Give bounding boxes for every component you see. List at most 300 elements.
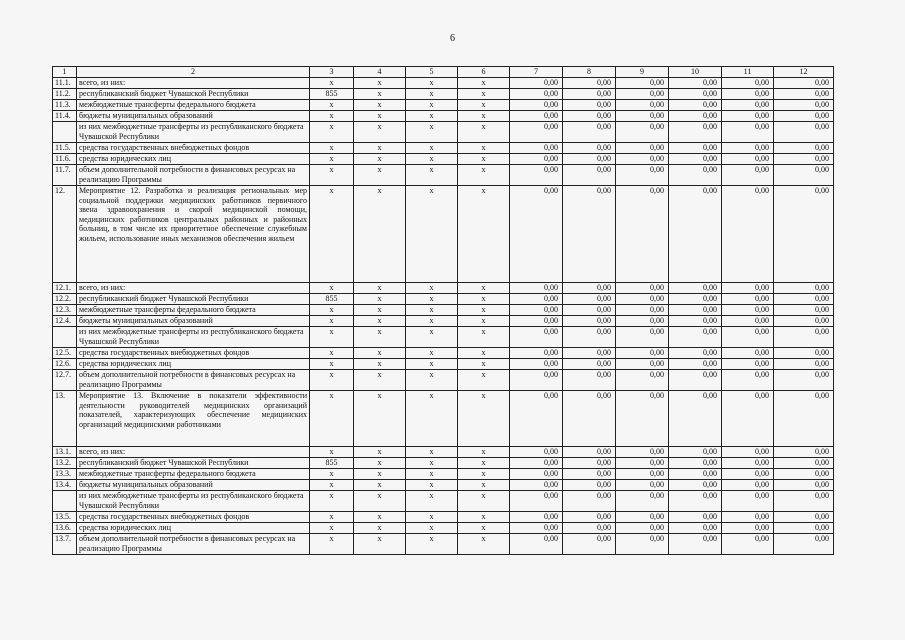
cell-amount: 0,00 (669, 165, 722, 186)
cell-amount: 0,00 (563, 78, 616, 89)
cell-mark: x (406, 283, 458, 294)
cell-amount: 0,00 (669, 469, 722, 480)
cell-code: x (310, 283, 354, 294)
cell-amount: 0,00 (722, 122, 774, 143)
cell-mark: x (354, 359, 406, 370)
row-number (53, 327, 77, 348)
cell-amount: 0,00 (722, 359, 774, 370)
cell-amount: 0,00 (669, 491, 722, 512)
cell-amount: 0,00 (774, 111, 834, 122)
row-description: всего, из них: (77, 78, 310, 89)
cell-code: x (310, 122, 354, 143)
cell-code: x (310, 111, 354, 122)
cell-mark: x (458, 359, 510, 370)
cell-code: x (310, 305, 354, 316)
cell-mark: x (458, 491, 510, 512)
col-header: 6 (458, 67, 510, 78)
cell-amount: 0,00 (774, 447, 834, 458)
cell-mark: x (406, 469, 458, 480)
table-row (53, 78, 834, 89)
cell-amount: 0,00 (774, 294, 834, 305)
cell-amount: 0,00 (616, 100, 669, 111)
cell-mark: x (458, 469, 510, 480)
row-number: 13.5. (53, 512, 77, 523)
cell-amount: 0,00 (669, 348, 722, 359)
cell-amount: 0,00 (722, 100, 774, 111)
cell-amount: 0,00 (510, 458, 563, 469)
cell-amount: 0,00 (722, 512, 774, 523)
cell-amount: 0,00 (616, 391, 669, 447)
cell-mark: x (458, 316, 510, 327)
row-description: объем дополнительной потребности в финансовых ресурсах на реализацию Программы (77, 165, 310, 186)
col-header: 3 (310, 67, 354, 78)
cell-amount: 0,00 (774, 89, 834, 100)
cell-amount: 0,00 (774, 283, 834, 294)
row-description: бюджеты муниципальных образований (77, 316, 310, 327)
cell-mark: x (406, 143, 458, 154)
cell-amount: 0,00 (669, 122, 722, 143)
cell-mark: x (406, 523, 458, 534)
table-row (53, 370, 834, 391)
cell-amount: 0,00 (616, 370, 669, 391)
cell-amount: 0,00 (510, 348, 563, 359)
cell-amount: 0,00 (510, 154, 563, 165)
cell-amount: 0,00 (510, 359, 563, 370)
row-number: 13. (53, 391, 77, 447)
row-description: средства юридических лиц (77, 359, 310, 370)
table-row (53, 89, 834, 100)
cell-amount: 0,00 (616, 447, 669, 458)
table-row (53, 512, 834, 523)
cell-code: x (310, 154, 354, 165)
cell-amount: 0,00 (722, 186, 774, 283)
row-description: всего, из них: (77, 447, 310, 458)
cell-amount: 0,00 (616, 78, 669, 89)
cell-amount: 0,00 (669, 359, 722, 370)
table-row (53, 100, 834, 111)
row-description: средства государственных внебюджетных фондов (77, 512, 310, 523)
row-description: из них межбюджетные трансферты из республиканского бюджета Чувашской Республики (77, 491, 310, 512)
cell-mark: x (406, 111, 458, 122)
cell-amount: 0,00 (563, 283, 616, 294)
cell-mark: x (406, 100, 458, 111)
row-description: объем дополнительной потребности в финансовых ресурсах на реализацию Программы (77, 370, 310, 391)
row-description: республиканский бюджет Чувашской Республики (77, 458, 310, 469)
table-row (53, 480, 834, 491)
table-row (53, 154, 834, 165)
row-description: средства юридических лиц (77, 523, 310, 534)
cell-amount: 0,00 (669, 458, 722, 469)
table-row (53, 491, 834, 512)
cell-code: 855 (310, 89, 354, 100)
row-number: 12.7. (53, 370, 77, 391)
cell-mark: x (406, 491, 458, 512)
cell-amount: 0,00 (669, 78, 722, 89)
cell-amount: 0,00 (669, 327, 722, 348)
row-number: 11.2. (53, 89, 77, 100)
cell-mark: x (354, 186, 406, 283)
cell-mark: x (354, 294, 406, 305)
cell-amount: 0,00 (616, 305, 669, 316)
cell-amount: 0,00 (563, 447, 616, 458)
row-number: 13.6. (53, 523, 77, 534)
cell-amount: 0,00 (774, 359, 834, 370)
cell-mark: x (354, 512, 406, 523)
cell-amount: 0,00 (669, 316, 722, 327)
cell-amount: 0,00 (722, 327, 774, 348)
cell-amount: 0,00 (563, 122, 616, 143)
cell-amount: 0,00 (669, 111, 722, 122)
cell-mark: x (406, 305, 458, 316)
cell-amount: 0,00 (563, 305, 616, 316)
cell-mark: x (406, 359, 458, 370)
cell-amount: 0,00 (563, 391, 616, 447)
cell-amount: 0,00 (722, 391, 774, 447)
cell-mark: x (354, 111, 406, 122)
cell-amount: 0,00 (563, 294, 616, 305)
table-row (53, 305, 834, 316)
cell-amount: 0,00 (563, 100, 616, 111)
cell-mark: x (406, 348, 458, 359)
cell-mark: x (458, 348, 510, 359)
header-row (53, 67, 834, 78)
cell-amount: 0,00 (722, 283, 774, 294)
cell-mark: x (458, 78, 510, 89)
cell-amount: 0,00 (774, 327, 834, 348)
row-description: межбюджетные трансферты федерального бюджета (77, 469, 310, 480)
table-row (53, 294, 834, 305)
budget-table (52, 66, 834, 555)
cell-mark: x (354, 458, 406, 469)
cell-mark: x (354, 534, 406, 555)
cell-amount: 0,00 (563, 458, 616, 469)
cell-code: x (310, 469, 354, 480)
table-row (53, 111, 834, 122)
cell-mark: x (458, 447, 510, 458)
row-description: Мероприятие 13. Включение в показатели эффективности деятельности руководителей медицинских организаций показателей, характеризующих обеспечение медицинских организаций медицинскими работниками (77, 391, 310, 447)
cell-amount: 0,00 (616, 458, 669, 469)
row-number: 11.3. (53, 100, 77, 111)
cell-amount: 0,00 (722, 294, 774, 305)
cell-amount: 0,00 (616, 512, 669, 523)
cell-amount: 0,00 (774, 165, 834, 186)
cell-code: x (310, 186, 354, 283)
cell-amount: 0,00 (774, 534, 834, 555)
cell-amount: 0,00 (616, 359, 669, 370)
cell-amount: 0,00 (510, 469, 563, 480)
cell-mark: x (458, 305, 510, 316)
cell-mark: x (406, 458, 458, 469)
cell-amount: 0,00 (774, 512, 834, 523)
cell-mark: x (354, 370, 406, 391)
cell-amount: 0,00 (616, 469, 669, 480)
row-description: межбюджетные трансферты федерального бюджета (77, 100, 310, 111)
cell-amount: 0,00 (722, 154, 774, 165)
col-header: 7 (510, 67, 563, 78)
cell-mark: x (406, 165, 458, 186)
cell-code: x (310, 327, 354, 348)
cell-amount: 0,00 (722, 447, 774, 458)
cell-mark: x (458, 165, 510, 186)
table-row (53, 447, 834, 458)
row-number: 11.1. (53, 78, 77, 89)
cell-amount: 0,00 (774, 154, 834, 165)
cell-amount: 0,00 (722, 89, 774, 100)
row-number: 13.7. (53, 534, 77, 555)
table-row (53, 165, 834, 186)
cell-amount: 0,00 (616, 316, 669, 327)
table-row (53, 143, 834, 154)
cell-amount: 0,00 (669, 89, 722, 100)
cell-amount: 0,00 (616, 480, 669, 491)
cell-code: x (310, 100, 354, 111)
cell-amount: 0,00 (616, 186, 669, 283)
cell-mark: x (354, 305, 406, 316)
cell-mark: x (458, 283, 510, 294)
row-number: 13.3. (53, 469, 77, 480)
cell-mark: x (354, 100, 406, 111)
cell-amount: 0,00 (616, 491, 669, 512)
cell-amount: 0,00 (563, 143, 616, 154)
cell-amount: 0,00 (563, 480, 616, 491)
cell-amount: 0,00 (510, 523, 563, 534)
row-description: средства юридических лиц (77, 154, 310, 165)
cell-amount: 0,00 (563, 523, 616, 534)
cell-code: x (310, 447, 354, 458)
cell-code: x (310, 534, 354, 555)
row-number: 12.3. (53, 305, 77, 316)
cell-amount: 0,00 (563, 348, 616, 359)
cell-amount: 0,00 (510, 100, 563, 111)
cell-mark: x (458, 458, 510, 469)
cell-amount: 0,00 (722, 316, 774, 327)
row-description: Мероприятие 12. Разработка и реализация региональных мер социальной поддержки медицинских работников первичного звена здравоохранения и скорой медицинской помощи, медицинских работников центральных районных и районных больниц, в том числе их приоритетное обеспечение служебным жильем, использование иных механизмов обеспечения жильем (77, 186, 310, 283)
table-row (53, 359, 834, 370)
cell-mark: x (458, 122, 510, 143)
col-header: 8 (563, 67, 616, 78)
row-number: 13.2. (53, 458, 77, 469)
table-row (53, 186, 834, 283)
cell-amount: 0,00 (722, 143, 774, 154)
cell-mark: x (406, 370, 458, 391)
row-description: из них межбюджетные трансферты из республиканского бюджета Чувашской Республики (77, 122, 310, 143)
cell-mark: x (458, 534, 510, 555)
cell-amount: 0,00 (510, 165, 563, 186)
cell-amount: 0,00 (774, 100, 834, 111)
cell-mark: x (354, 523, 406, 534)
cell-mark: x (354, 316, 406, 327)
cell-mark: x (406, 391, 458, 447)
cell-amount: 0,00 (563, 359, 616, 370)
cell-amount: 0,00 (510, 186, 563, 283)
cell-code: x (310, 523, 354, 534)
cell-amount: 0,00 (774, 469, 834, 480)
cell-amount: 0,00 (774, 391, 834, 447)
cell-amount: 0,00 (510, 512, 563, 523)
cell-amount: 0,00 (510, 491, 563, 512)
row-number: 12. (53, 186, 77, 283)
cell-amount: 0,00 (563, 165, 616, 186)
row-description: средства государственных внебюджетных фондов (77, 143, 310, 154)
row-description: всего, из них: (77, 283, 310, 294)
table-row (53, 523, 834, 534)
cell-amount: 0,00 (669, 391, 722, 447)
cell-mark: x (406, 78, 458, 89)
cell-mark: x (406, 447, 458, 458)
cell-amount: 0,00 (510, 122, 563, 143)
cell-amount: 0,00 (563, 469, 616, 480)
cell-mark: x (354, 165, 406, 186)
cell-amount: 0,00 (616, 523, 669, 534)
row-number: 12.5. (53, 348, 77, 359)
cell-mark: x (458, 391, 510, 447)
cell-amount: 0,00 (669, 294, 722, 305)
row-number: 11.7. (53, 165, 77, 186)
cell-mark: x (406, 154, 458, 165)
row-number: 11.4. (53, 111, 77, 122)
cell-amount: 0,00 (722, 165, 774, 186)
cell-amount: 0,00 (722, 111, 774, 122)
cell-mark: x (354, 348, 406, 359)
row-description: республиканский бюджет Чувашской Республики (77, 294, 310, 305)
cell-amount: 0,00 (774, 370, 834, 391)
cell-amount: 0,00 (510, 391, 563, 447)
cell-amount: 0,00 (563, 512, 616, 523)
cell-amount: 0,00 (722, 370, 774, 391)
cell-amount: 0,00 (510, 447, 563, 458)
cell-amount: 0,00 (669, 305, 722, 316)
cell-amount: 0,00 (616, 143, 669, 154)
cell-mark: x (406, 480, 458, 491)
row-number: 12.2. (53, 294, 77, 305)
col-header: 11 (722, 67, 774, 78)
cell-amount: 0,00 (616, 294, 669, 305)
cell-amount: 0,00 (774, 122, 834, 143)
cell-amount: 0,00 (722, 348, 774, 359)
row-description: бюджеты муниципальных образований (77, 111, 310, 122)
cell-amount: 0,00 (669, 534, 722, 555)
cell-mark: x (354, 391, 406, 447)
cell-amount: 0,00 (510, 534, 563, 555)
cell-amount: 0,00 (774, 78, 834, 89)
row-number: 12.6. (53, 359, 77, 370)
cell-amount: 0,00 (616, 111, 669, 122)
cell-amount: 0,00 (563, 534, 616, 555)
cell-mark: x (354, 447, 406, 458)
cell-amount: 0,00 (510, 327, 563, 348)
cell-mark: x (406, 327, 458, 348)
table-row (53, 316, 834, 327)
cell-mark: x (458, 327, 510, 348)
cell-code: x (310, 359, 354, 370)
col-header: 2 (77, 67, 310, 78)
row-number (53, 491, 77, 512)
col-header: 1 (53, 67, 77, 78)
cell-code: 855 (310, 458, 354, 469)
cell-mark: x (458, 370, 510, 391)
cell-mark: x (458, 111, 510, 122)
row-number: 13.4. (53, 480, 77, 491)
cell-amount: 0,00 (510, 283, 563, 294)
table-row (53, 469, 834, 480)
row-description: межбюджетные трансферты федерального бюджета (77, 305, 310, 316)
cell-code: x (310, 348, 354, 359)
cell-mark: x (458, 512, 510, 523)
cell-amount: 0,00 (563, 316, 616, 327)
cell-amount: 0,00 (616, 534, 669, 555)
cell-amount: 0,00 (669, 370, 722, 391)
cell-amount: 0,00 (669, 447, 722, 458)
cell-amount: 0,00 (722, 523, 774, 534)
cell-amount: 0,00 (563, 370, 616, 391)
cell-mark: x (354, 122, 406, 143)
cell-mark: x (406, 512, 458, 523)
cell-amount: 0,00 (774, 143, 834, 154)
cell-amount: 0,00 (669, 512, 722, 523)
cell-mark: x (406, 186, 458, 283)
row-description: средства государственных внебюджетных фондов (77, 348, 310, 359)
cell-code: x (310, 78, 354, 89)
cell-amount: 0,00 (510, 143, 563, 154)
cell-amount: 0,00 (510, 370, 563, 391)
cell-amount: 0,00 (616, 348, 669, 359)
cell-amount: 0,00 (722, 469, 774, 480)
cell-amount: 0,00 (774, 348, 834, 359)
cell-amount: 0,00 (563, 111, 616, 122)
col-header: 5 (406, 67, 458, 78)
cell-mark: x (354, 480, 406, 491)
cell-amount: 0,00 (669, 480, 722, 491)
cell-amount: 0,00 (722, 305, 774, 316)
row-number: 12.4. (53, 316, 77, 327)
cell-amount: 0,00 (774, 523, 834, 534)
cell-amount: 0,00 (669, 100, 722, 111)
cell-mark: x (354, 469, 406, 480)
cell-amount: 0,00 (563, 154, 616, 165)
col-header: 12 (774, 67, 834, 78)
col-header: 10 (669, 67, 722, 78)
table-row (53, 327, 834, 348)
cell-code: x (310, 512, 354, 523)
row-description: из них межбюджетные трансферты из республиканского бюджета Чувашской Республики (77, 327, 310, 348)
cell-mark: x (406, 294, 458, 305)
cell-amount: 0,00 (616, 89, 669, 100)
row-description: объем дополнительной потребности в финансовых ресурсах на реализацию Программы (77, 534, 310, 555)
cell-amount: 0,00 (669, 186, 722, 283)
cell-amount: 0,00 (563, 491, 616, 512)
cell-mark: x (354, 78, 406, 89)
cell-amount: 0,00 (774, 458, 834, 469)
cell-amount: 0,00 (722, 534, 774, 555)
cell-mark: x (406, 534, 458, 555)
cell-amount: 0,00 (510, 316, 563, 327)
col-header: 9 (616, 67, 669, 78)
cell-mark: x (458, 523, 510, 534)
row-number: 11.5. (53, 143, 77, 154)
cell-code: x (310, 165, 354, 186)
cell-amount: 0,00 (774, 186, 834, 283)
row-number: 11.6. (53, 154, 77, 165)
row-number (53, 122, 77, 143)
table-row (53, 391, 834, 447)
cell-code: x (310, 143, 354, 154)
cell-amount: 0,00 (774, 305, 834, 316)
cell-mark: x (458, 186, 510, 283)
cell-mark: x (354, 491, 406, 512)
cell-mark: x (354, 327, 406, 348)
cell-mark: x (406, 316, 458, 327)
cell-code: x (310, 316, 354, 327)
